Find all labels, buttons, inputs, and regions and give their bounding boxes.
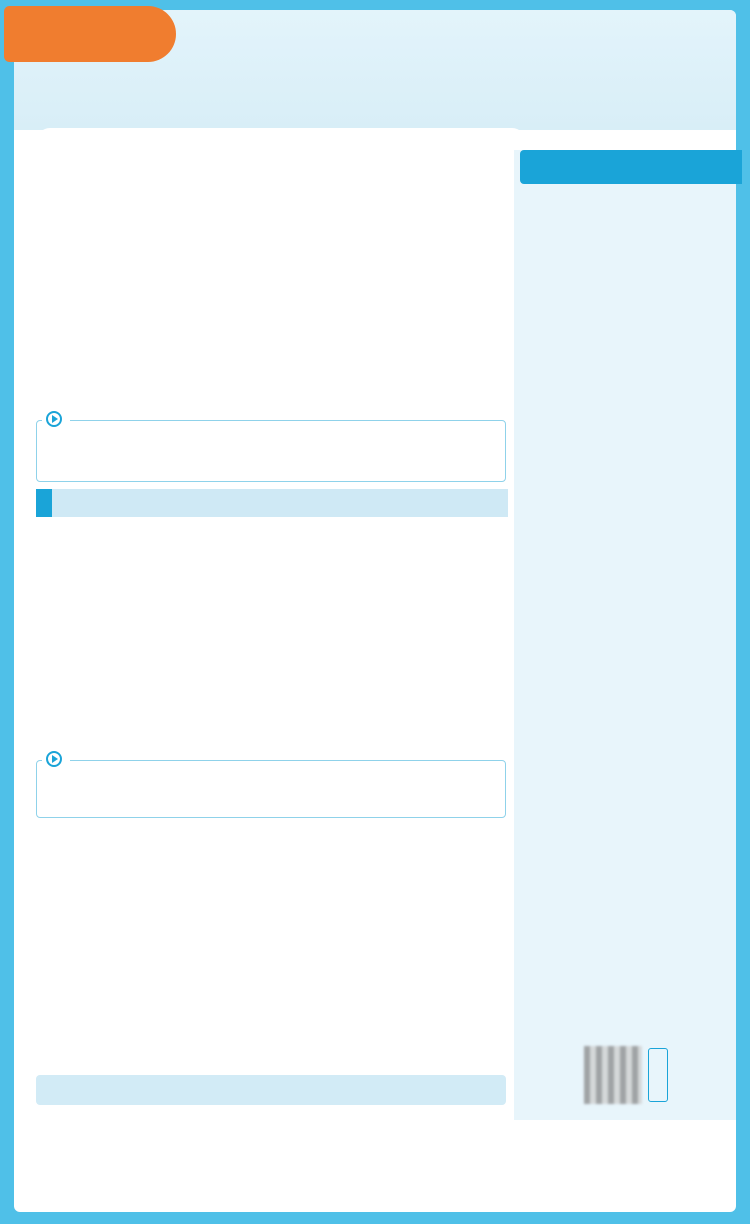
weike-label-1 [42,411,70,427]
main-toc-panel [36,128,526,1088]
answer-bar[interactable] [36,1075,506,1105]
weike-box-1 [36,420,506,482]
play-icon [46,751,62,767]
chapter-number [36,489,52,517]
index-sidebar [514,150,736,1120]
page-title [4,6,176,62]
index-title [520,150,742,184]
chapter-29-bar[interactable] [36,489,508,517]
qr-label [648,1048,668,1102]
play-icon [46,411,62,427]
weike-label-2 [42,751,70,767]
qr-code[interactable] [584,1046,642,1104]
weike-box-2 [36,760,506,818]
